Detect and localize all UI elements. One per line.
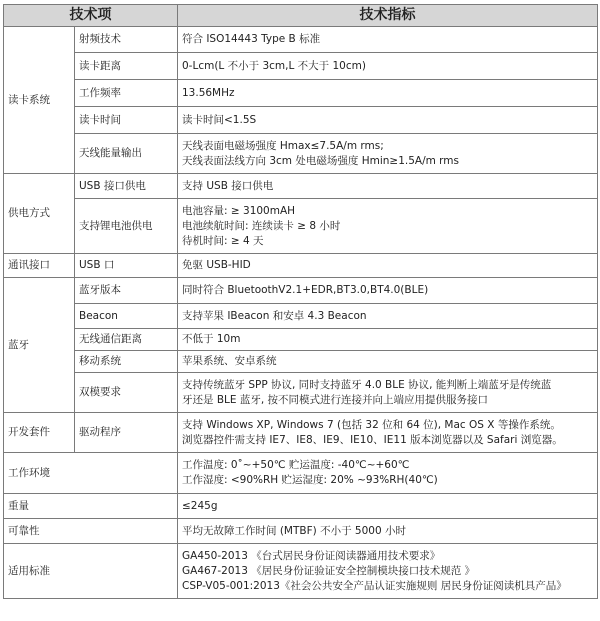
spec-value-line: 工作湿度: <90%RH 贮运湿度: 20% ~93%RH(40℃) [182,474,438,486]
spec-value-line: 牙还是 BLE 蓝牙, 按不同模式进行连接并向上端应用提供服务接口 [182,393,489,406]
category-cell: 读卡系统 [4,27,75,174]
spec-value-line: 不低于 10m [182,333,241,345]
sub-item-cell: 移动系统 [75,351,178,373]
sub-item-cell: USB 口 [75,254,178,278]
spec-row [4,413,598,453]
spec-value-cell [178,278,598,304]
spec-row [4,453,598,494]
sub-item-cell: USB 接口供电 [75,174,178,199]
spec-row [4,199,598,254]
spec-row [4,27,598,53]
spec-value-cell [178,413,598,453]
category-cell: 可靠性 [4,519,178,544]
spec-row [4,278,598,304]
spec-row [4,519,598,544]
category-cell: 通讯接口 [4,254,75,278]
spec-value-cell [178,134,598,174]
sub-item-cell: 驱动程序 [75,413,178,453]
spec-value-line: 支持 USB 接口供电 [182,179,274,192]
category-cell: 供电方式 [4,174,75,254]
spec-value-line: 平均无故障工作时间 (MTBF) 不小于 5000 小时 [182,524,406,537]
spec-value-line: 同时符合 BluetoothV2.1+EDR,BT3.0,BT4.0(BLE) [182,284,429,296]
sub-item-cell: Beacon [75,304,178,329]
spec-value-line: 电池容量: ≥ 3100mAH [182,204,296,217]
sub-item-cell: 蓝牙版本 [75,278,178,304]
spec-row [4,53,598,80]
spec-value-cell [178,544,598,599]
spec-value-line: GA450-2013 《台式居民身份证阅读器通用技术要求》 [182,549,441,562]
spec-row [4,134,598,174]
spec-value-cell [178,174,598,199]
spec-value-line: 电池续航时间: 连续读卡 ≥ 8 小时 [182,219,341,232]
header-spec: 技术指标 [178,5,598,27]
spec-value-line: 天线表面法线方向 3cm 处电磁场强度 Hmin≥1.5A/m rms [182,154,460,167]
spec-row [4,254,598,278]
spec-value-cell [178,329,598,351]
spec-value-line: ≤245g [182,499,218,512]
spec-value-cell [178,199,598,254]
spec-table [3,4,598,599]
spec-row [4,373,598,413]
spec-row [4,304,598,329]
spec-value-cell [178,494,598,519]
spec-value-line: 13.56MHz [182,86,235,99]
spec-value-cell [178,304,598,329]
spec-value-cell [178,519,598,544]
spec-value-line: 支持传统蓝牙 SPP 协议, 同时支持蓝牙 4.0 BLE 协议, 能判断上端蓝牙是传统蓝 [182,378,552,391]
spec-value-line: 待机时间: ≥ 4 天 [182,234,264,247]
spec-row [4,351,598,373]
spec-row [4,174,598,199]
spec-value-cell [178,27,598,53]
sub-item-cell: 天线能量输出 [75,134,178,174]
spec-value-line: 苹果系统、安卓系统 [182,355,277,367]
spec-value-line: 支持 Windows XP, Windows 7 (包括 32 位和 64 位), Mac OS X 等操作系统。 [182,418,561,431]
spec-value-line: CSP-V05-001:2013《社会公共安全产品认证实施规则 居民身份证阅读机具产品》 [182,579,567,592]
spec-row [4,80,598,107]
spec-body [4,27,598,599]
spec-value-line: 支持苹果 IBeacon 和安卓 4.3 Beacon [182,309,367,322]
spec-value-cell [178,453,598,494]
spec-row [4,329,598,351]
category-cell: 工作环境 [4,453,178,494]
spec-value-line: 工作温度: 0˚~+50℃ 贮运温度: -40℃~+60℃ [182,459,410,471]
spec-row [4,107,598,134]
sub-item-cell: 读卡时间 [75,107,178,134]
sub-item-cell: 射频技术 [75,27,178,53]
spec-value-line: 读卡时间<1.5S [182,113,257,126]
sub-item-cell: 工作频率 [75,80,178,107]
spec-value-line: GA467-2013 《居民身份证验证安全控制模块接口技术规范 》 [182,564,476,577]
spec-row [4,544,598,599]
spec-value-line: 0-Lcm(L 不小于 3cm,L 不大于 10cm) [182,59,366,72]
category-cell: 适用标准 [4,544,178,599]
sub-item-cell: 支持锂电池供电 [75,199,178,254]
spec-value-cell [178,80,598,107]
spec-value-cell [178,254,598,278]
sub-item-cell: 读卡距离 [75,53,178,80]
header-item: 技术项 [4,5,178,27]
spec-value-cell [178,107,598,134]
category-cell: 重量 [4,494,178,519]
spec-value-line: 天线表面电磁场强度 Hmax≤7.5A/m rms; [182,139,384,152]
category-cell: 蓝牙 [4,278,75,413]
spec-value-line: 符合 ISO14443 Type B 标准 [182,33,321,45]
spec-value-line: 浏览器控件需支持 IE7、IE8、IE9、IE10、IE11 版本浏览器以及 Safari 浏览器。 [182,433,563,446]
spec-value-cell [178,373,598,413]
spec-row [4,494,598,519]
spec-value-line: 免驱 USB-HID [182,259,251,271]
spec-value-cell [178,351,598,373]
sub-item-cell: 双模要求 [75,373,178,413]
sub-item-cell: 无线通信距离 [75,329,178,351]
category-cell: 开发套件 [4,413,75,453]
header-row [4,5,598,27]
spec-value-cell [178,53,598,80]
